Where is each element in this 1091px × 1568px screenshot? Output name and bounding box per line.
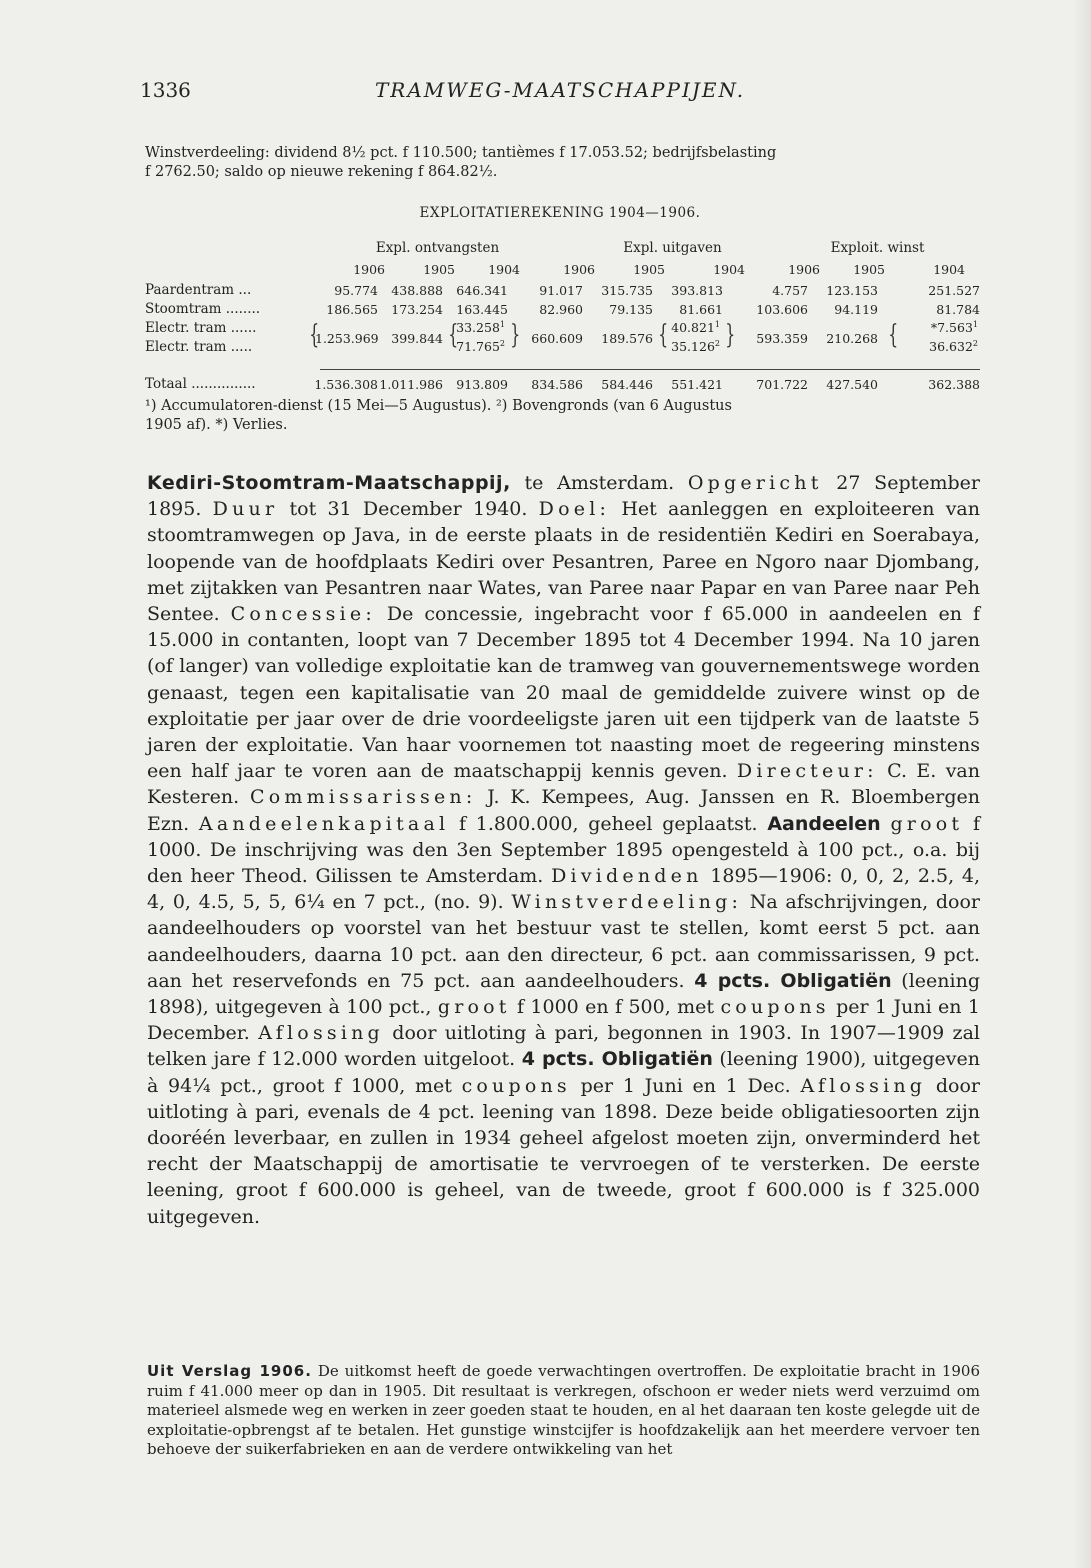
page-header: [140, 78, 980, 110]
table-cell: 103.606: [756, 302, 808, 317]
label-obligatien-1898: 4 pcts. Obligatiën: [694, 969, 892, 992]
group-header-uitgaven: Expl. uitgaven: [623, 240, 722, 256]
row-label: Electr. tram .....: [145, 339, 253, 355]
label-aandeelen: Aandeelen: [767, 812, 881, 835]
table-cell: 393.813: [671, 283, 723, 298]
running-title: TRAMWEG-MAATSCHAPPIJEN.: [374, 78, 746, 102]
table-cell: 82.960: [539, 302, 583, 317]
company-entry: Kediri-Stoomtram-Maatschappij, te Amsterdam. Opgericht 27 September 1895. Duur tot 31 December 1940. Doel: Het aanleggen en exploiteeren van stoomtramwegen op Java, in de eerste plaats in de residentiën Kediri en Soerabaya, loopende van de hoofdplaats Kediri over Pesantren, Paree en Ngoro naar Djombang, met zijtakken van Pesantren naar Wates, van Paree naar Papar en van Paree naar Peh Sentee. Concessie: De concessie, ingebracht voor f 65.000 in aandeelen en f 15.000 in contanten, loopt van 7 December 1895 tot 4 December 1994. Na 10 jaren (of langer) van volledige exploitatie kan de tramweg van gouvernementswege worden genaast, tegen een kapitalisatie van 20 maal de gemiddelde zuivere winst op de exploitatie per jaar over de drie voordeeligste jaren uit een tijdperk van de laatste 5 jaren der exploitatie. Van haar voornemen tot naasting moet de regeering minstens een half jaar te voren aan de maatschappij kennis geven. Directeur: C. E. van Kesteren. Commissarissen: J. K. Kempees, Aug. Janssen en R. Bloembergen Ezn. Aandeelenkapitaal f 1.800.000, geheel geplaatst. Aandeelen groot f 1000. De inschrijving was den 3en September 1895 opengesteld à 100 pct., o.a. bij den heer Theod. Gilissen te Amsterdam. Dividenden 1895—1906: 0, 0, 2, 2.5, 4, 4, 0, 4.5, 5, 5, 6¼ en 7 pct., (no. 9). Winstverdeeling: Na afschrijvingen, door aandeelhouders op voorstel van het bestuur vast te stellen, komt eerst 5 pct. aan aandeelhouders, daarna 10 pct. aan den directeur, 6 pct. aan commissarissen, 9 pct. aan het reservefonds en 75 pct. aan aandeelhouders. 4 pcts. Obligatiën (leening 1898), uitgegeven à 100 pct., groot f 1000 en f 500, met coupons per 1 Juni en 1 December. Aflossing door uitloting à pari, begonnen in 1903. In 1907—1909 zal telken jare f 12.000 worden uitgeloot. 4 pcts. Obligatiën (leening 1900), uitgegeven à 94¼ pct., groot f 1000, met coupons per 1 Juni en 1 Dec. Aflossing door uitloting à pari, evenals de 4 pct. leening van 1898. Deze beide obligatiesoorten zijn dooréén leverbaar, en zullen in 1934 geheel afgelost moeten zijn, onverminderd het recht der Maatschappij de amortisatie te vervroegen of te versterken. De eerste leening, groot f 600.000 is geheel, van de tweede, groot f 600.000 is f 325.000 uitgegeven.: [147, 472, 981, 1228]
total-cell: 701.722: [756, 377, 808, 392]
label-doel: Doel:: [538, 498, 611, 521]
table-cell: 186.565: [326, 302, 378, 317]
company-name: Kediri-Stoomtram-Maatschappij,: [147, 472, 511, 494]
label-commissarissen: Commissarissen:: [250, 786, 477, 809]
table-cell: 4.757: [772, 283, 808, 298]
table-cell: 91.017: [539, 283, 583, 298]
total-cell: 913.809: [456, 377, 508, 392]
table-cell: 81.784: [936, 302, 980, 317]
year-header: 1905: [423, 262, 455, 277]
table-cell: 315.735: [601, 283, 653, 298]
table-cell: *7.563$^1$: [930, 320, 978, 336]
label-opgericht: Opgericht: [687, 472, 823, 494]
year-header: 1906: [563, 262, 595, 277]
label-groot: groot: [437, 996, 511, 1019]
label-directeur: Directeur:: [736, 760, 878, 783]
brace-icon: {: [658, 320, 669, 350]
table-footnote-1: ¹) Accumulatoren-dienst (15 Mei—5 Augustus). ²) Bovengronds (van 6 Augustus: [145, 398, 732, 414]
table-cell: 251.527: [928, 283, 980, 298]
label-groot: groot: [890, 812, 964, 835]
year-header: 1905: [633, 262, 665, 277]
exploitatie-title: EXPLOITATIEREKENING 1904—1906.: [419, 205, 701, 221]
label-obligatien-1900: 4 pcts. Obligatiën: [521, 1048, 713, 1071]
label-aflossing: Aflossing: [258, 1022, 384, 1045]
label-aflossing: Aflossing: [800, 1074, 927, 1097]
label-winstverdeeling: Winstverdeeling:: [511, 891, 743, 914]
table-cell: 95.774: [334, 283, 378, 298]
table-cell: 81.661: [679, 302, 723, 317]
year-header: 1906: [788, 262, 820, 277]
total-cell: 1.536.308: [314, 377, 378, 392]
brace-icon: }: [510, 320, 521, 350]
row-label: Paardentram ...: [145, 282, 252, 298]
year-header: 1904: [488, 262, 520, 277]
group-header-winst: Exploit. winst: [830, 240, 925, 256]
table-cell: 1.253.969: [315, 331, 379, 346]
table-cell: 593.359: [756, 331, 808, 346]
table-cell: 36.632$^2$: [929, 339, 978, 355]
table-footnote-2: 1905 af). *) Verlies.: [145, 417, 288, 433]
group-header-ontvangsten: Expl. ontvangsten: [375, 240, 500, 256]
brace-icon: {: [448, 320, 459, 350]
verslag-text: De uitkomst heeft de goede verwachtingen overtroffen. De exploitatie bracht in 1906 ruim f 41.000 meer op dan in 1905. Dit resultaat is verkregen, ofschoon er weder niets werd verzuimd om materieel alsmede weg en werken in zeer goeden staat te houden, en al het daaraan ten koste gelegde uit de exploitatie-opbrengst af te betalen. Het gunstige winstcijfer is hoofdzakelijk aan het meerdere vervoer ten behoeve der suikerfabrieken en aan de verdere ontwikkeling van het: [147, 1362, 981, 1458]
year-header: 1904: [713, 262, 745, 277]
brace-icon: {: [888, 320, 899, 350]
label-dividenden: Dividenden: [551, 865, 703, 888]
label-concessie: Concessie:: [230, 603, 376, 626]
table-cell: 173.254: [391, 302, 443, 317]
label-aandeelenkapitaal: Aandeelenkapitaal: [198, 812, 450, 835]
verslag-paragraph: [147, 1362, 980, 1460]
total-cell: 362.388: [928, 377, 980, 392]
table-cell: 660.609: [531, 331, 583, 346]
label-coupons: coupons: [461, 1074, 571, 1097]
table-cell: 35.126$^2$: [671, 339, 720, 355]
table-cell: 79.135: [609, 302, 653, 317]
total-cell: 834.586: [531, 377, 583, 392]
table-cell: 40.821$^1$: [671, 320, 720, 336]
winstverdeeling-line-2: f 2762.50; saldo op nieuwe rekening f 864.82½.: [145, 164, 498, 180]
total-cell: 551.421: [671, 377, 723, 392]
table-cell: 399.844: [391, 331, 443, 346]
row-label: Electr. tram ......: [145, 320, 257, 336]
table-cell: 33.258$^1$: [456, 320, 505, 336]
total-cell: 1.011.986: [379, 377, 443, 392]
table-cell: 189.576: [601, 331, 653, 346]
total-rule: [320, 369, 980, 370]
year-header: 1906: [353, 262, 385, 277]
brace-icon: {: [309, 320, 320, 350]
brace-icon: }: [725, 320, 736, 350]
label-coupons: coupons: [720, 996, 830, 1019]
total-cell: 584.446: [601, 377, 653, 392]
page-edge-shading: [1073, 0, 1091, 1568]
page-number: 1336: [140, 78, 191, 102]
table-cell: 438.888: [391, 283, 443, 298]
label-duur: Duur: [212, 498, 279, 521]
winstverdeeling-line-1: Winstverdeeling: dividend 8½ pct. f 110.500; tantièmes f 17.053.52; bedrijfsbelasting: [145, 145, 777, 161]
total-label: Totaal ...............: [145, 376, 256, 392]
table-cell: 163.445: [456, 302, 508, 317]
exploitatie-table: [145, 240, 980, 433]
table-cell: 123.153: [826, 283, 878, 298]
table-cell: 71.765$^2$: [456, 339, 505, 355]
verslag-heading: Uit Verslag 1906.: [147, 1362, 312, 1380]
table-cell: 646.341: [456, 283, 508, 298]
year-header: 1905: [853, 262, 885, 277]
table-cell: 210.268: [826, 331, 878, 346]
row-label: Stoomtram ........: [145, 301, 261, 317]
table-cell: 94.119: [834, 302, 878, 317]
total-cell: 427.540: [826, 377, 878, 392]
year-header: 1904: [933, 262, 965, 277]
